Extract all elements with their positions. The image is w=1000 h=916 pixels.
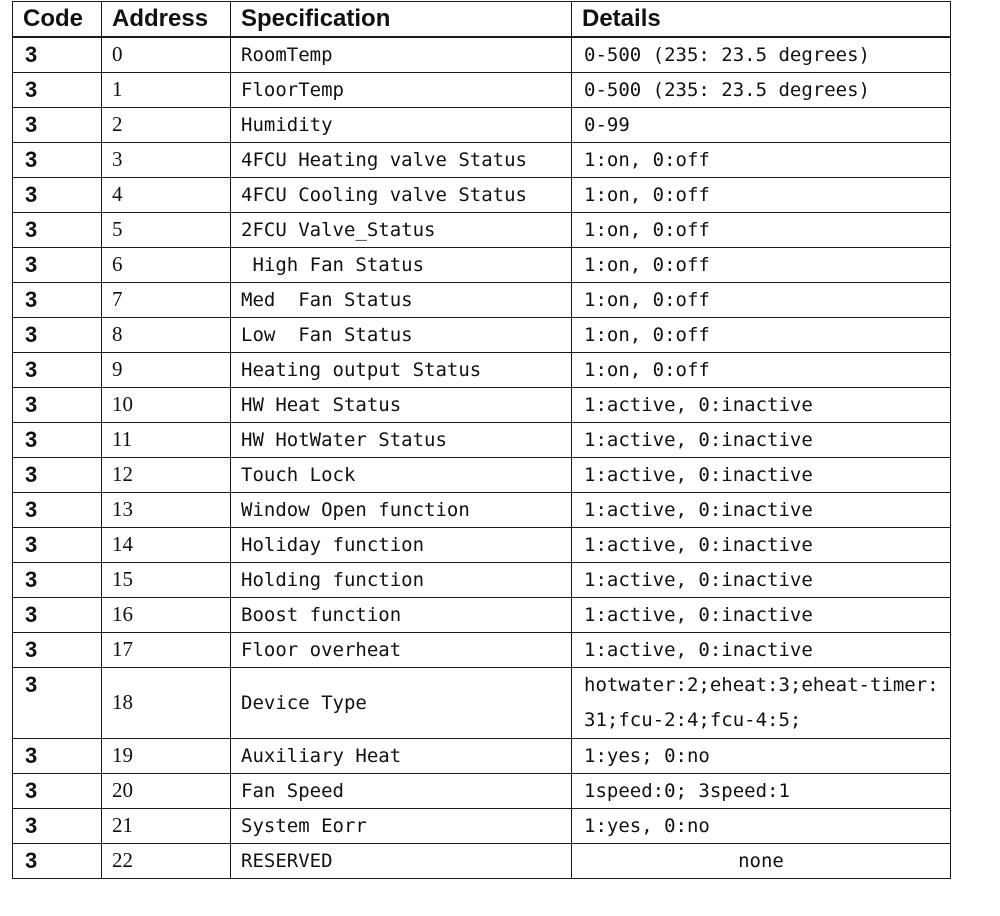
cell-code: 3 [13,773,102,808]
cell-code: 3 [13,177,102,212]
cell-specification: Holding function [231,562,572,597]
cell-specification: RoomTemp [231,37,572,72]
table-row [13,738,951,773]
table-row [13,597,951,632]
cell-address: 13 [102,492,231,527]
cell-address: 5 [102,212,231,247]
cell-details: 0-500 (235: 23.5 degrees) [572,37,951,72]
table-row [13,843,951,878]
cell-code: 3 [13,738,102,773]
cell-details: 1:active, 0:inactive [572,527,951,562]
cell-address: 22 [102,843,231,878]
cell-code: 3 [13,492,102,527]
table-header [13,2,951,38]
cell-address: 14 [102,527,231,562]
cell-address: 2 [102,107,231,142]
header-code: Code [13,2,102,38]
table-row [13,37,951,72]
cell-code: 3 [13,247,102,282]
cell-details: 1:active, 0:inactive [572,597,951,632]
cell-specification: HW HotWater Status [231,422,572,457]
cell-code: 3 [13,562,102,597]
cell-specification: Med Fan Status [231,282,572,317]
cell-specification: System Eorr [231,808,572,843]
cell-code: 3 [13,107,102,142]
cell-details: 1:active, 0:inactive [572,387,951,422]
table-row [13,527,951,562]
table-row [13,72,951,107]
cell-specification: Floor overheat [231,632,572,667]
cell-code: 3 [13,387,102,422]
cell-specification: Fan Speed [231,773,572,808]
cell-specification: Touch Lock [231,457,572,492]
table-row [13,773,951,808]
table-row [13,107,951,142]
cell-code: 3 [13,72,102,107]
cell-specification: Low Fan Status [231,317,572,352]
cell-details: 1:active, 0:inactive [572,492,951,527]
header-specification: Specification [231,2,572,38]
cell-code: 3 [13,37,102,72]
cell-details: 1:on, 0:off [572,247,951,282]
cell-code: 3 [13,457,102,492]
cell-details: 1:on, 0:off [572,142,951,177]
table-row [13,177,951,212]
table-row [13,352,951,387]
cell-specification: HW Heat Status [231,387,572,422]
cell-address: 12 [102,457,231,492]
table-body [13,37,951,878]
cell-details: 1speed:0; 3speed:1 [572,773,951,808]
cell-code: 3 [13,667,102,738]
cell-specification: High Fan Status [231,247,572,282]
cell-address: 21 [102,808,231,843]
cell-address: 20 [102,773,231,808]
cell-details: 1:active, 0:inactive [572,632,951,667]
cell-specification: 2FCU Valve_Status [231,212,572,247]
cell-details: 1:on, 0:off [572,282,951,317]
cell-details: 1:on, 0:off [572,317,951,352]
cell-address: 4 [102,177,231,212]
cell-code: 3 [13,597,102,632]
cell-address: 11 [102,422,231,457]
table-row [13,492,951,527]
cell-specification: 4FCU Cooling valve Status [231,177,572,212]
cell-specification: RESERVED [231,843,572,878]
table-row [13,457,951,492]
cell-address: 10 [102,387,231,422]
cell-address: 15 [102,562,231,597]
cell-details: 1:yes, 0:no [572,808,951,843]
cell-specification: Auxiliary Heat [231,738,572,773]
table-row [13,422,951,457]
register-table [12,1,951,879]
table-row [13,387,951,422]
cell-code: 3 [13,282,102,317]
table-row [13,562,951,597]
table-row [13,317,951,352]
table-row [13,808,951,843]
cell-details: 1:yes; 0:no [572,738,951,773]
cell-code: 3 [13,212,102,247]
cell-specification: Holiday function [231,527,572,562]
table-row [13,667,951,738]
cell-code: 3 [13,142,102,177]
table-row [13,212,951,247]
table-row [13,632,951,667]
table-row [13,282,951,317]
cell-address: 6 [102,247,231,282]
cell-details: 1:on, 0:off [572,352,951,387]
table-row [13,247,951,282]
cell-specification: Window Open function [231,492,572,527]
cell-code: 3 [13,352,102,387]
cell-address: 9 [102,352,231,387]
header-address: Address [102,2,231,38]
cell-details: 1:on, 0:off [572,177,951,212]
cell-address: 7 [102,282,231,317]
cell-address: 3 [102,142,231,177]
cell-address: 8 [102,317,231,352]
cell-address: 16 [102,597,231,632]
cell-specification: Boost function [231,597,572,632]
cell-details: 1:on, 0:off [572,212,951,247]
cell-details: none [572,843,951,878]
cell-address: 1 [102,72,231,107]
cell-specification: Heating output Status [231,352,572,387]
cell-specification: 4FCU Heating valve Status [231,142,572,177]
table-row [13,142,951,177]
cell-specification: Device Type [231,667,572,738]
cell-address: 17 [102,632,231,667]
cell-details: 0-500 (235: 23.5 degrees) [572,72,951,107]
cell-specification: Humidity [231,107,572,142]
cell-code: 3 [13,808,102,843]
cell-specification: FloorTemp [231,72,572,107]
cell-code: 3 [13,843,102,878]
header-row [13,2,951,38]
cell-address: 0 [102,37,231,72]
cell-code: 3 [13,527,102,562]
cell-details: hotwater:2;eheat:3;eheat-timer:31;fcu-2:4;fcu-4:5; [572,667,951,738]
cell-details: 1:active, 0:inactive [572,422,951,457]
cell-details: 0-99 [572,107,951,142]
cell-code: 3 [13,632,102,667]
cell-code: 3 [13,317,102,352]
cell-details: 1:active, 0:inactive [572,457,951,492]
header-details: Details [572,2,951,38]
cell-code: 3 [13,422,102,457]
cell-details: 1:active, 0:inactive [572,562,951,597]
cell-address: 18 [102,667,231,738]
cell-address: 19 [102,738,231,773]
